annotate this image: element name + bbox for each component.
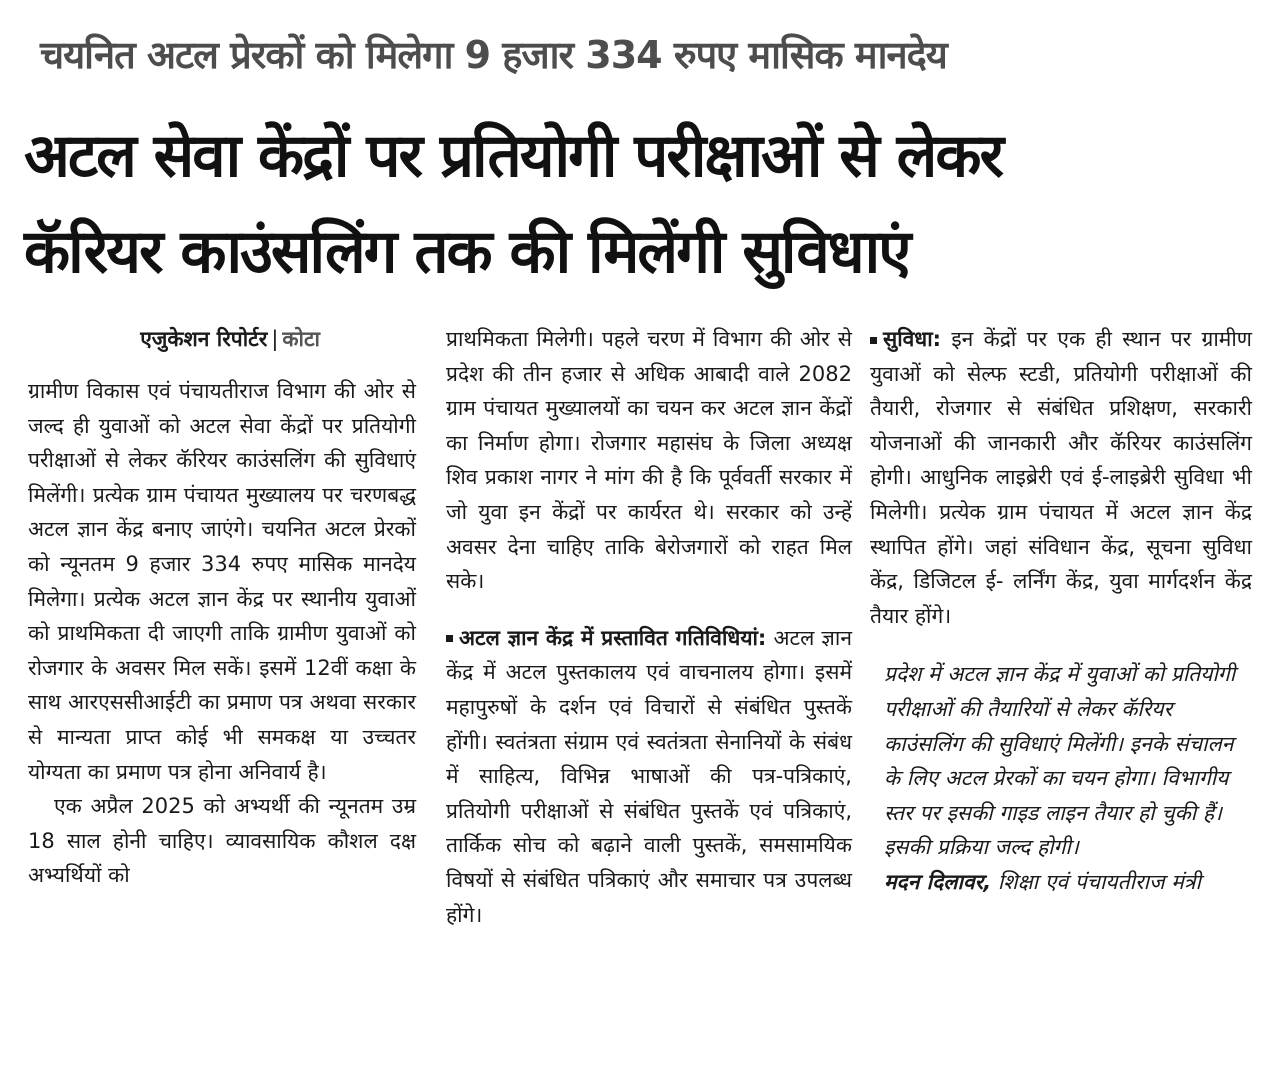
bullet-square-icon [870,337,877,344]
quote-author-role: शिक्षा एवं पंचायतीराज मंत्री [991,869,1201,894]
dateline-city: कोटा [282,327,320,351]
quote-text: प्रदेश में अटल ज्ञान केंद्र में युवाओं को प्रतियोगी परीक्षाओं की तैयारियों से लेकर कॅरियर काउंसलिंग की सुविधाएं मिलेंगी। इनके संचालन के लिए अटल प्रेरकों का चयन होगा। विभागीय स्तर पर इसकी गाइड लाइन तैयार हो चुकी हैं। इसकी प्रक्रिया जल्द होगी। [884,662,1236,860]
paragraph: एक अप्रैल 2025 को अभ्यर्थी की न्यूनतम उम्र 18 साल होनी चाहिए। व्यावसायिक कौशल दक्ष अभ्यर्थियों को [28,794,416,888]
section-body: अटल ज्ञान केंद्र में अटल पुस्तकालय एवं वाचनालय होगा। इसमें महापुरुषों के दर्शन एवं विचारों से संबंधित पुस्तकें होंगी। स्वतंत्रता संग्राम एवं स्वतंत्रता सेनानियों के संबंध में साहित्य, विभिन्न भाषाओं की पत्र-पत्रिकाएं, प्रतियोगी परीक्षाओं से संबंधित पुस्तकें एवं पत्रिकाएं, तार्किक सोच को बढ़ाने वाली पुस्तकें, समसामयिक विषयों से संबंधित पत्रिकाएं और समाचार पत्र उपलब्ध होंगे। [446,625,852,927]
byline-separator: | [271,327,279,351]
quote-author: मदन दिलावर, [884,869,992,894]
main-headline [24,108,1264,300]
headline-line-1: अटल सेवा केंद्रों पर प्रतियोगी परीक्षाओं से लेकर [24,121,1002,191]
paragraph: प्राथमिकता मिलेगी। पहले चरण में विभाग की ओर से प्रदेश की तीन हजार से अधिक आबादी वाले 2082 ग्राम पंचायत मुख्यालयों का चयन कर अटल ज्ञान केंद्रों का निर्माण होगा। रोजगार महासंघ के जिला अध्यक्ष शिव प्रकाश नागर ने मांग की है कि पूर्ववर्ती सरकार में जो युवा इन केंद्रों पर कार्यरत थे। सरकार को उन्हें अवसर देना चाहिए ताकि बेरोजगारों को राहत मिल सके। [446,327,852,594]
section-subhead: सुविधा: [883,327,942,351]
headline-line-2: कॅरियर काउंसलिंग तक की मिलेंगी सुविधाएं [24,217,910,287]
article-column-1 [28,322,416,893]
section-paragraph [870,322,1252,633]
minister-quote [870,655,1252,899]
kicker-headline: चयनित अटल प्रेरकों को मिलेगा 9 हजार 334 रुपए मासिक मानदेय [40,33,947,77]
paragraph: ग्रामीण विकास एवं पंचायतीराज विभाग की ओर से जल्द ही युवाओं को अटल सेवा केंद्रों पर प्रतियोगी परीक्षाओं से लेकर कॅरियर काउंसलिंग की सुविधाएं मिलेंगी। प्रत्येक ग्राम पंचायत मुख्यालय पर चरणबद्ध अटल ज्ञान केंद्र बनाए जाएंगे। चयनित अटल प्रेरकों को न्यूनतम 9 हजार 334 रुपए मासिक मानदेय मिलेगा। प्रत्येक अटल ज्ञान केंद्र पर स्थानीय युवाओं को प्राथमिकता दी जाएगी ताकि ग्रामीण युवाओं को रोजगार के अवसर मिल सकें। इसमें 12वीं कक्षा के साथ आरएससीआईटी का प्रमाण पत्र अथवा सरकार से मान्यता प्राप्त कोई भी समकक्ष या उच्चतर योग्यता का प्रमाण पत्र होना अनिवार्य है। [28,379,416,784]
section-body: इन केंद्रों पर एक ही स्थान पर ग्रामीण युवाओं को सेल्फ स्टडी, प्रतियोगी परीक्षाओं की तैयारी, रोजगार से संबंधित प्रशिक्षण, सरकारी योजनाओं की जानकारी और कॅरियर काउंसलिंग होगी। आधुनिक लाइब्रेरी एवं ई-लाइब्रेरी सुविधा भी मिलेगी। प्रत्येक ग्राम पंचायत में अटल ज्ञान केंद्र स्थापित होंगे। जहां संविधान केंद्र, सूचना सुविधा केंद्र, डिजिटल ई- लर्निंग केंद्र, युवा मार्गदर्शन केंद्र तैयार होंगे। [870,327,1252,628]
section-subhead: अटल ज्ञान केंद्र में प्रस्तावित गतिविधियां: [459,625,767,650]
article-column-2 [446,322,852,932]
reporter-name: एजुकेशन रिपोर्टर [140,327,268,351]
section-paragraph [446,621,852,932]
bullet-square-icon [446,635,453,642]
article-column-3 [870,322,1252,900]
byline [28,322,416,356]
